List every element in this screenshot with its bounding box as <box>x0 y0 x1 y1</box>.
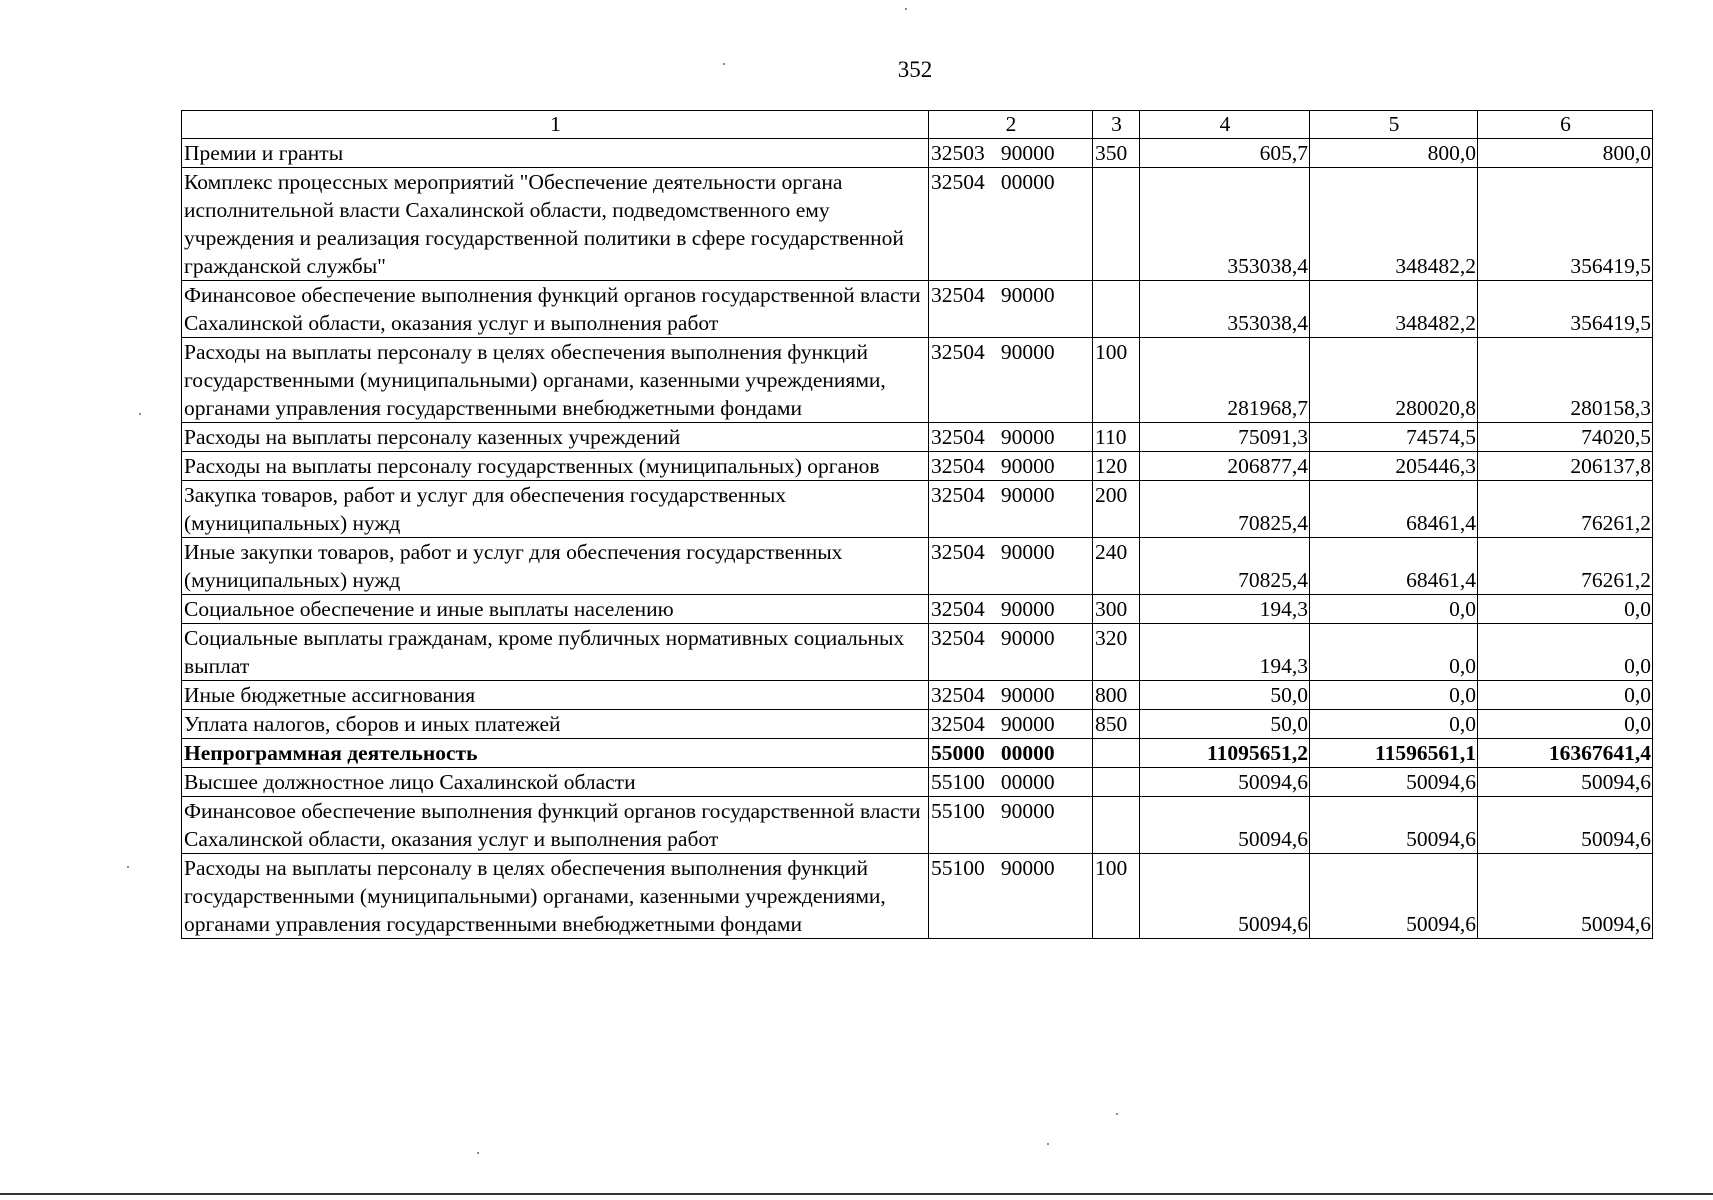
table-row <box>182 768 1653 797</box>
row-code-cell: 32504 90000 <box>929 538 1093 595</box>
row-type-cell <box>1093 168 1140 281</box>
row-code-cell: 32504 90000 <box>929 710 1093 739</box>
row-value-col5: 280020,8 <box>1310 338 1478 423</box>
row-type-cell: 110 <box>1093 423 1140 452</box>
row-value-col4: 281968,7 <box>1140 338 1310 423</box>
row-value-col4: 50094,6 <box>1140 854 1310 939</box>
row-name-cell: Премии и гранты <box>182 139 929 168</box>
row-value-col4: 50094,6 <box>1140 768 1310 797</box>
table-row <box>182 281 1653 338</box>
row-value-col6: 0,0 <box>1478 710 1653 739</box>
row-code-cell: 32504 90000 <box>929 595 1093 624</box>
row-value-col6: 800,0 <box>1478 139 1653 168</box>
row-value-col4: 70825,4 <box>1140 538 1310 595</box>
row-value-col6: 206137,8 <box>1478 452 1653 481</box>
row-type-cell <box>1093 739 1140 768</box>
scan-bottom-edge <box>0 1193 1713 1195</box>
row-value-col5: 800,0 <box>1310 139 1478 168</box>
row-type-cell: 300 <box>1093 595 1140 624</box>
row-type-cell: 100 <box>1093 854 1140 939</box>
row-value-col4: 194,3 <box>1140 595 1310 624</box>
header-col-2: 2 <box>929 111 1093 139</box>
page-number: 352 <box>897 57 933 82</box>
row-name-cell: Уплата налогов, сборов и иных платежей <box>182 710 929 739</box>
row-value-col6: 280158,3 <box>1478 338 1653 423</box>
row-name-cell: Расходы на выплаты персоналу государственных (муниципальных) органов <box>182 452 929 481</box>
row-code-cell: 55100 90000 <box>929 797 1093 854</box>
table-row <box>182 854 1653 939</box>
row-type-cell: 240 <box>1093 538 1140 595</box>
row-type-cell: 850 <box>1093 710 1140 739</box>
budget-table <box>181 110 1653 939</box>
header-row <box>182 111 1653 139</box>
row-value-col5: 0,0 <box>1310 595 1478 624</box>
row-value-col5: 0,0 <box>1310 710 1478 739</box>
row-code-cell: 32504 90000 <box>929 338 1093 423</box>
row-value-col4: 70825,4 <box>1140 481 1310 538</box>
header-col-4: 4 <box>1140 111 1310 139</box>
row-value-col6: 0,0 <box>1478 624 1653 681</box>
table-row <box>182 710 1653 739</box>
row-type-cell: 320 <box>1093 624 1140 681</box>
row-value-col5: 68461,4 <box>1310 481 1478 538</box>
row-value-col5: 348482,2 <box>1310 281 1478 338</box>
table-row <box>182 797 1653 854</box>
row-value-col4: 206877,4 <box>1140 452 1310 481</box>
table-row <box>182 624 1653 681</box>
row-value-col4: 353038,4 <box>1140 281 1310 338</box>
row-name-cell: Социальные выплаты гражданам, кроме публичных нормативных социальных выплат <box>182 624 929 681</box>
row-value-col4: 11095651,2 <box>1140 739 1310 768</box>
row-code-cell: 55100 00000 <box>929 768 1093 797</box>
row-type-cell <box>1093 768 1140 797</box>
row-code-cell: 55100 90000 <box>929 854 1093 939</box>
row-name-cell: Финансовое обеспечение выполнения функций органов государственной власти Сахалинской области, оказания услуг и выполнения работ <box>182 281 929 338</box>
row-code-cell: 32504 00000 <box>929 168 1093 281</box>
table-row <box>182 739 1653 768</box>
row-name-cell: Расходы на выплаты персоналу казенных учреждений <box>182 423 929 452</box>
row-value-col6: 76261,2 <box>1478 481 1653 538</box>
row-name-cell: Финансовое обеспечение выполнения функций органов государственной власти Сахалинской области, оказания услуг и выполнения работ <box>182 797 929 854</box>
row-value-col5: 50094,6 <box>1310 797 1478 854</box>
row-type-cell: 120 <box>1093 452 1140 481</box>
scan-speck <box>127 866 129 868</box>
row-value-col4: 605,7 <box>1140 139 1310 168</box>
row-value-col4: 50,0 <box>1140 681 1310 710</box>
row-value-col4: 194,3 <box>1140 624 1310 681</box>
row-name-cell: Комплекс процессных мероприятий "Обеспечение деятельности органа исполнительной власти Сахалинской области, подведомственного ему учреждения и реализация государственной политики в сфере государственной гражданской службы" <box>182 168 929 281</box>
row-code-cell: 55000 00000 <box>929 739 1093 768</box>
table-body <box>182 139 1653 939</box>
row-value-col6: 16367641,4 <box>1478 739 1653 768</box>
row-value-col6: 0,0 <box>1478 681 1653 710</box>
row-code-cell: 32504 90000 <box>929 481 1093 538</box>
row-type-cell: 800 <box>1093 681 1140 710</box>
scan-speck <box>1116 1113 1118 1115</box>
table-row <box>182 168 1653 281</box>
row-value-col6: 356419,5 <box>1478 168 1653 281</box>
scan-speck <box>1047 1143 1049 1145</box>
scan-speck <box>477 1152 479 1154</box>
row-code-cell: 32504 90000 <box>929 681 1093 710</box>
table-row <box>182 681 1653 710</box>
row-code-cell: 32503 90000 <box>929 139 1093 168</box>
scan-speck <box>139 413 141 415</box>
row-name-cell: Расходы на выплаты персоналу в целях обеспечения выполнения функций государственными (муниципальными) органами, казенными учреждениями, органами управления государственными внебюджетными фондами <box>182 338 929 423</box>
row-type-cell: 100 <box>1093 338 1140 423</box>
row-name-cell: Закупка товаров, работ и услуг для обеспечения государственных (муниципальных) нужд <box>182 481 929 538</box>
header-col-1: 1 <box>182 111 929 139</box>
row-value-col4: 50,0 <box>1140 710 1310 739</box>
row-name-cell: Социальное обеспечение и иные выплаты населению <box>182 595 929 624</box>
row-value-col6: 76261,2 <box>1478 538 1653 595</box>
row-code-cell: 32504 90000 <box>929 452 1093 481</box>
table-row <box>182 595 1653 624</box>
row-value-col5: 348482,2 <box>1310 168 1478 281</box>
row-value-col5: 0,0 <box>1310 681 1478 710</box>
scan-speck <box>905 8 907 10</box>
row-name-cell: Высшее должностное лицо Сахалинской области <box>182 768 929 797</box>
row-type-cell <box>1093 281 1140 338</box>
row-code-cell: 32504 90000 <box>929 423 1093 452</box>
row-value-col5: 50094,6 <box>1310 768 1478 797</box>
row-value-col6: 74020,5 <box>1478 423 1653 452</box>
row-value-col5: 50094,6 <box>1310 854 1478 939</box>
header-col-3: 3 <box>1093 111 1140 139</box>
row-value-col5: 74574,5 <box>1310 423 1478 452</box>
row-type-cell <box>1093 797 1140 854</box>
table-row <box>182 481 1653 538</box>
row-value-col6: 50094,6 <box>1478 854 1653 939</box>
header-col-5: 5 <box>1310 111 1478 139</box>
row-value-col6: 0,0 <box>1478 595 1653 624</box>
row-code-cell: 32504 90000 <box>929 624 1093 681</box>
table-row <box>182 452 1653 481</box>
row-value-col6: 50094,6 <box>1478 797 1653 854</box>
row-value-col4: 50094,6 <box>1140 797 1310 854</box>
row-value-col6: 356419,5 <box>1478 281 1653 338</box>
row-name-cell: Непрограммная деятельность <box>182 739 929 768</box>
table-row <box>182 423 1653 452</box>
table-row <box>182 538 1653 595</box>
row-value-col4: 353038,4 <box>1140 168 1310 281</box>
row-value-col5: 11596561,1 <box>1310 739 1478 768</box>
row-value-col5: 68461,4 <box>1310 538 1478 595</box>
budget-table-container <box>181 110 1652 939</box>
row-name-cell: Иные закупки товаров, работ и услуг для обеспечения государственных (муниципальных) нужд <box>182 538 929 595</box>
table-row <box>182 338 1653 423</box>
row-value-col4: 75091,3 <box>1140 423 1310 452</box>
table-row <box>182 139 1653 168</box>
row-type-cell: 350 <box>1093 139 1140 168</box>
row-type-cell: 200 <box>1093 481 1140 538</box>
header-col-6: 6 <box>1478 111 1653 139</box>
row-value-col6: 50094,6 <box>1478 768 1653 797</box>
row-name-cell: Иные бюджетные ассигнования <box>182 681 929 710</box>
row-value-col5: 0,0 <box>1310 624 1478 681</box>
scan-speck <box>723 63 725 65</box>
row-code-cell: 32504 90000 <box>929 281 1093 338</box>
row-value-col5: 205446,3 <box>1310 452 1478 481</box>
row-name-cell: Расходы на выплаты персоналу в целях обеспечения выполнения функций государственными (муниципальными) органами, казенными учреждениями, органами управления государственными внебюджетными фондами <box>182 854 929 939</box>
